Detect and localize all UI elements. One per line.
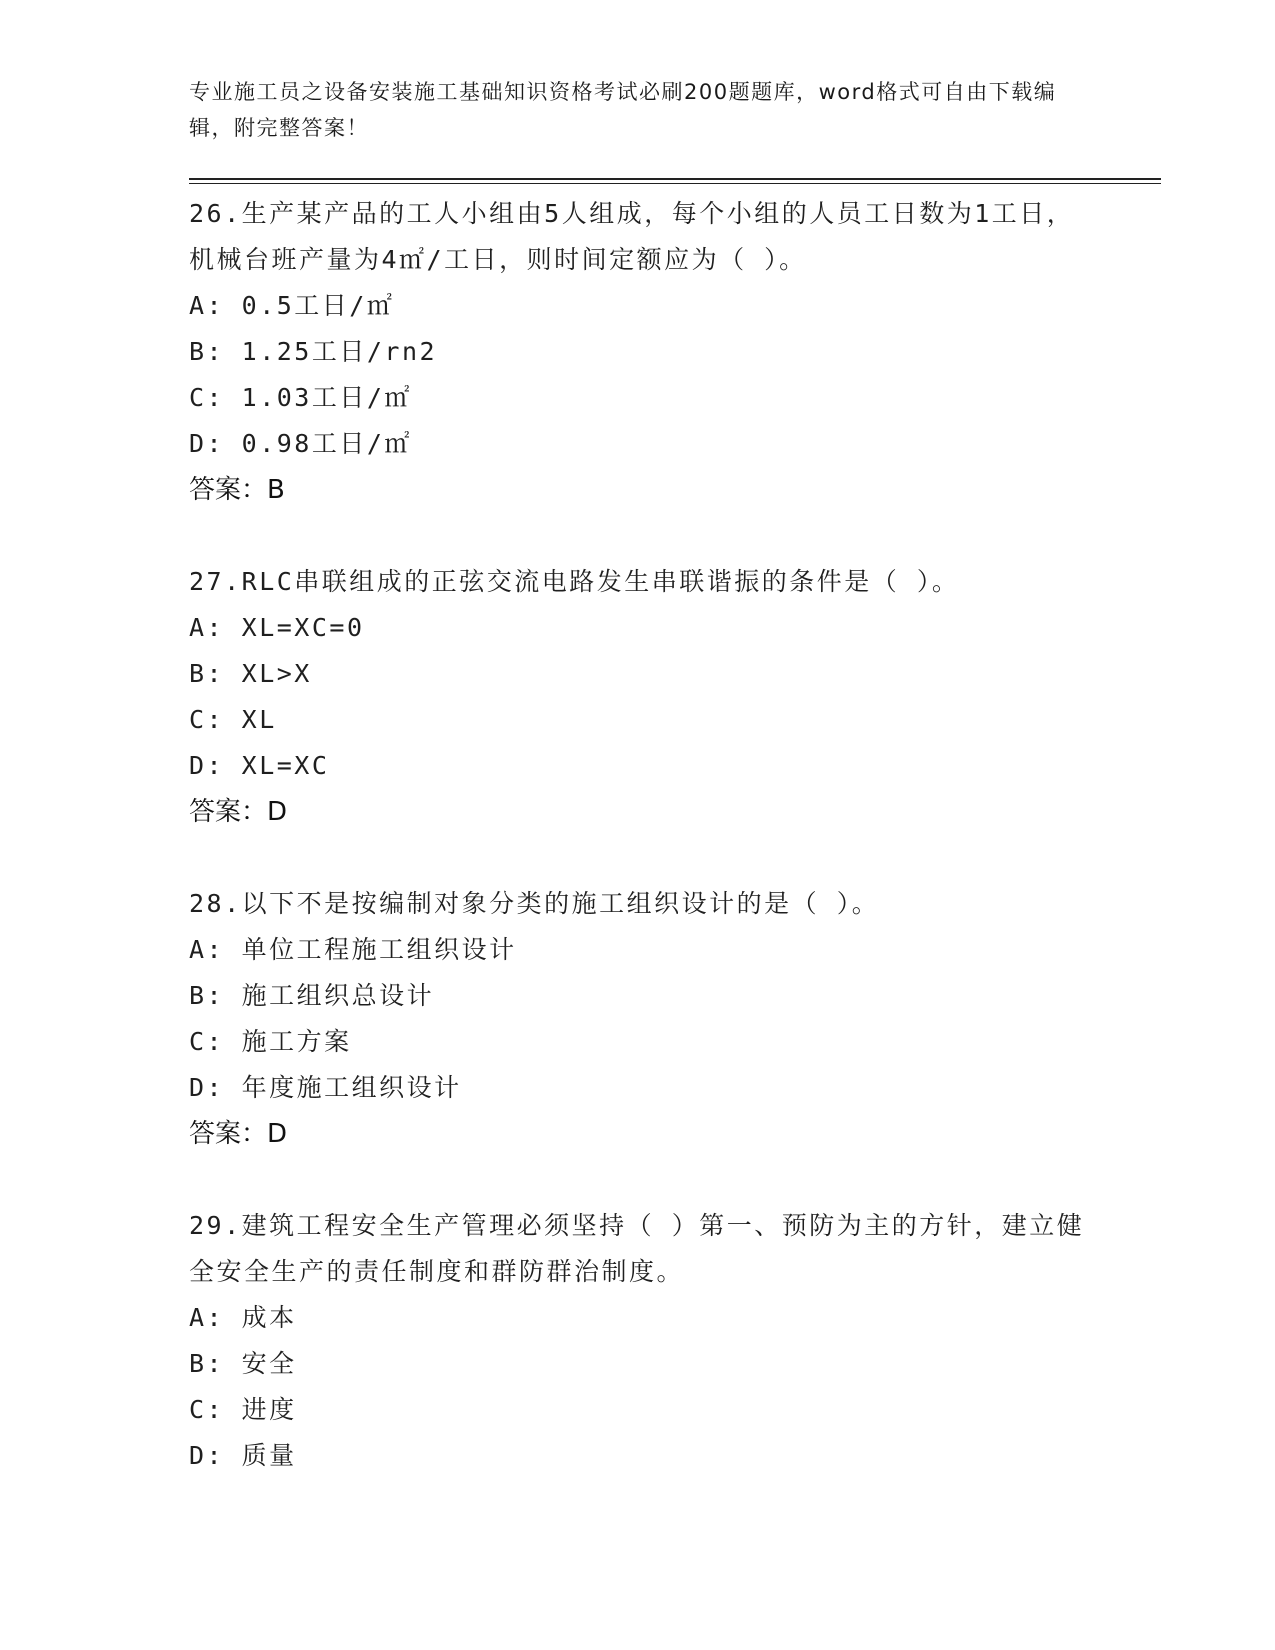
question-spacer bbox=[189, 1157, 1089, 1203]
option-a: A: 成本 bbox=[189, 1303, 297, 1332]
option-c: C: 1.03工日/㎡ bbox=[189, 383, 412, 412]
question-item bbox=[189, 191, 1089, 559]
question-spacer bbox=[189, 835, 1089, 881]
answer-text: 答案：B bbox=[189, 475, 285, 505]
option-c: C: XL bbox=[189, 705, 277, 734]
option-b: B: XL>X bbox=[189, 659, 312, 688]
option-a: A: 0.5工日/㎡ bbox=[189, 291, 395, 320]
header-divider-thick bbox=[189, 178, 1161, 180]
header-divider-thin bbox=[189, 183, 1161, 184]
option-d: D: 质量 bbox=[189, 1441, 297, 1470]
answer-text: 答案：D bbox=[189, 1119, 288, 1149]
option-a: A: 单位工程施工组织设计 bbox=[189, 935, 517, 964]
question-text: 26.生产某产品的工人小组由5人组成，每个小组的人员工日数为1工日，机械台班产量为4㎡/工日，则时间定额应为（ ）。 bbox=[189, 199, 1075, 274]
question-item bbox=[189, 1203, 1089, 1479]
question-text: 29.建筑工程安全生产管理必须坚持（ ）第一、预防为主的方针，建立健全安全生产的责任制度和群防群治制度。 bbox=[189, 1211, 1085, 1286]
option-a: A: XL=XC=0 bbox=[189, 613, 365, 642]
option-c: C: 进度 bbox=[189, 1395, 297, 1424]
answer-text: 答案：D bbox=[189, 797, 288, 827]
question-list bbox=[189, 191, 1089, 1479]
question-text: 28.以下不是按编制对象分类的施工组织设计的是（ ）。 bbox=[189, 889, 880, 918]
option-d: D: 年度施工组织设计 bbox=[189, 1073, 462, 1102]
option-b: B: 1.25工日/rn2 bbox=[189, 337, 438, 366]
question-text: 27.RLC串联组成的正弦交流电路发生串联谐振的条件是（ ）。 bbox=[189, 567, 960, 596]
option-d: D: XL=XC bbox=[189, 751, 330, 780]
option-d: D: 0.98工日/㎡ bbox=[189, 429, 412, 458]
option-b: B: 安全 bbox=[189, 1349, 297, 1378]
option-c: C: 施工方案 bbox=[189, 1027, 352, 1056]
question-item bbox=[189, 881, 1089, 1203]
option-b: B: 施工组织总设计 bbox=[189, 981, 435, 1010]
question-spacer bbox=[189, 513, 1089, 559]
question-item bbox=[189, 559, 1089, 881]
document-header: 专业施工员之设备安装施工基础知识资格考试必刷200题题库，word格式可自由下载编辑，附完整答案！ bbox=[189, 80, 1057, 140]
